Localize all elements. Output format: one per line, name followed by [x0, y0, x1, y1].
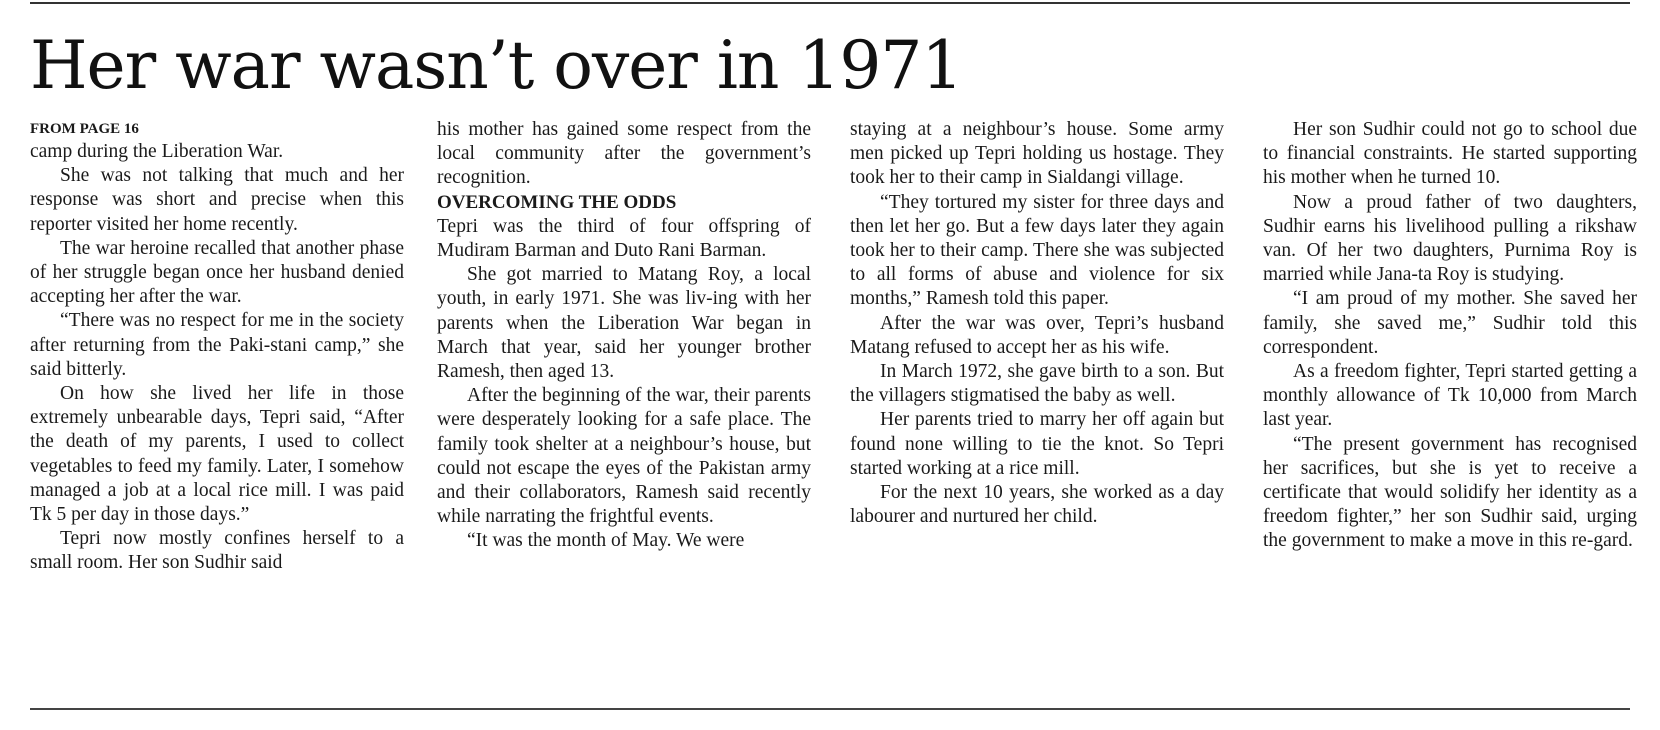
- column-1-body: [30, 140, 404, 576]
- paragraph: camp during the Liberation War.: [30, 141, 284, 162]
- paragraph: Tepri was the third of four offspring of Mudiram Barman and Duto Rani Barman.: [437, 215, 811, 262]
- paragraph: Now a proud father of two daughters, Sudhir earns his livelihood pulling a rikshaw van. Of her two daughters, Purnima Roy is married while Jana-ta Roy is studying.: [1263, 191, 1637, 286]
- paragraph: For the next 10 years, she worked as a day labourer and nurtured her child.: [850, 482, 1224, 528]
- paragraph: Tepri now mostly confines herself to a small room. Her son Sudhir said: [30, 528, 404, 574]
- paragraph: staying at a neighbour’s house. Some army men picked up Tepri holding us hostage. They took her to their camp in Sialdangi village.: [850, 119, 1224, 189]
- jump-line: FROM PAGE 16: [30, 121, 139, 137]
- paragraph: On how she lived her life in those extremely unbearable days, Tepri said, “After the death of my parents, I used to collect vegetables to feed my family. Later, I somehow managed a job at a local rice mill. I was paid Tk 5 per day in those days.”: [30, 383, 404, 526]
- column-2: [437, 118, 811, 702]
- paragraph: “They tortured my sister for three days and then let her go. But a few days later they again took her to their camp. There she was subjected to all forms of abuse and violence for six months,” Ramesh told this paper.: [850, 191, 1224, 310]
- paragraph: The war heroine recalled that another phase of her struggle began once her husband denied accepting her after the war.: [30, 237, 404, 308]
- column-2-body-top: [437, 118, 811, 191]
- column-2-body: [437, 215, 811, 554]
- paragraph: After the beginning of the war, their parents were desperately looking for a safe place. The family took shelter at a neighbour’s house, but could not escape the eyes of the Pakistan army and their collaborators, Ramesh said recently while narrating the frightful events.: [437, 385, 811, 528]
- headline: Her war wasn’t over in 1971: [30, 27, 963, 104]
- paragraph: Her son Sudhir could not go to school due to financial constraints. He started supporting his mother when he turned 10.: [1263, 119, 1637, 189]
- paragraph: Her parents tried to marry her off again but found none willing to tie the knot. So Tepri started working at a rice mill.: [850, 409, 1224, 479]
- column-1: [30, 118, 404, 702]
- column-4-body: [1263, 118, 1637, 554]
- paragraph: his mother has gained some respect from the local community after the government’s recognition.: [437, 119, 811, 189]
- top-rule: [30, 2, 1630, 4]
- paragraph: “I am proud of my mother. She saved her family, she saved me,” Sudhir told this correspondent.: [1263, 288, 1637, 358]
- paragraph: She got married to Matang Roy, a local youth, in early 1971. She was liv-ing with her parents when the Liberation War began in March that year, said her younger brother Ramesh, then aged 13.: [437, 264, 811, 383]
- column-4: [1263, 118, 1637, 702]
- bottom-rule: [30, 708, 1630, 710]
- paragraph: After the war was over, Tepri’s husband Matang refused to accept her as his wife.: [850, 312, 1224, 358]
- paragraph: In March 1972, she gave birth to a son. But the villagers stigmatised the baby as well.: [850, 361, 1224, 407]
- paragraph: “The present government has recognised her sacrifices, but she is yet to receive a certificate that would solidify her identity as a freedom fighter,” her son Sudhir said, urging the government to make a move in this re-gard.: [1263, 433, 1637, 552]
- paragraph: “There was no respect for me in the society after returning from the Paki-stani camp,” she said bitterly.: [30, 310, 404, 380]
- column-3-body: [850, 118, 1224, 529]
- paragraph: “It was the month of May. We were: [467, 530, 745, 552]
- subhead: OVERCOMING THE ODDS: [437, 191, 677, 213]
- column-3: [850, 118, 1224, 702]
- paragraph: As a freedom fighter, Tepri started getting a monthly allowance of Tk 10,000 from March last year.: [1263, 361, 1637, 431]
- paragraph: She was not talking that much and her response was short and precise when this reporter visited her home recently.: [30, 165, 404, 235]
